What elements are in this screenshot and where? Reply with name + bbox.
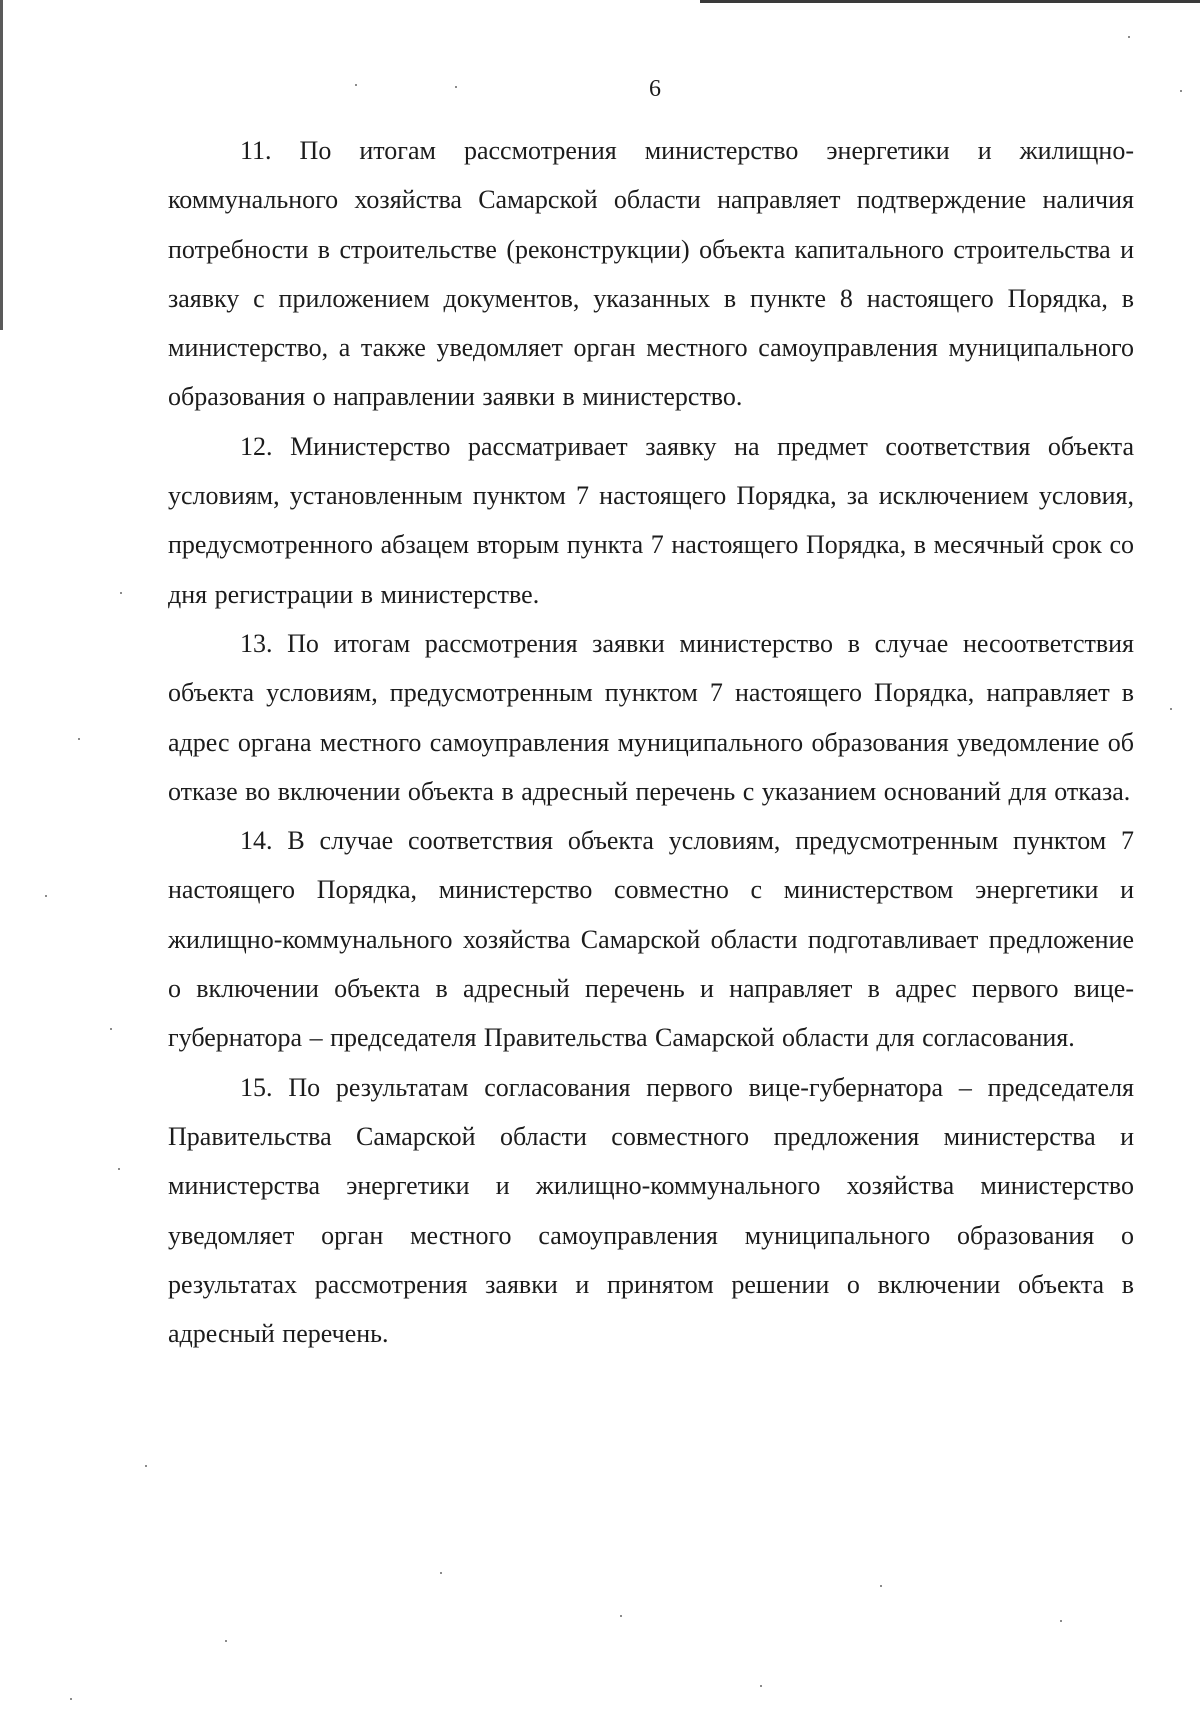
scan-speck (70, 1698, 72, 1700)
scan-speck (1180, 90, 1182, 92)
paragraph-15: 15. По результатам согласования первого вице-губернатора – председателя Правительства Самарской области совместного предложения министерства и министерства энергетики и жилищно-коммунального хозяйства министерство уведомляет орган местного самоуправления муниципального образования о результатах рассмотрения заявки и принятом решении о включении объекта в адресный перечень. (168, 1072, 1134, 1349)
scan-speck (1128, 36, 1130, 38)
scan-speck (440, 1572, 442, 1574)
paragraph-12: 12. Министерство рассматривает заявку на предмет соответствия объекта условиям, установленным пунктом 7 настоящего Порядка, за исключением условия, предусмотренного абзацем вторым пункта 7 настоящего Порядка, в месячный срок со дня регистрации в министерстве. (168, 431, 1134, 609)
scan-edge-left (0, 0, 3, 330)
scan-speck (145, 1465, 147, 1467)
scan-edge-top (700, 0, 1200, 3)
document-body (168, 126, 1134, 1358)
scan-speck (620, 1615, 622, 1617)
paragraph-14: 14. В случае соответствия объекта условиям, предусмотренным пунктом 7 настоящего Порядка, министерство совместно с министерством энергетики и жилищно-коммунального хозяйства Самарской области подготавливает предложение о включении объекта в адресный перечень и направляет в адрес первого вице-губернатора – председателя Правительства Самарской области для согласования. (168, 826, 1134, 1053)
scan-speck (1170, 708, 1172, 710)
scan-speck (110, 1028, 112, 1030)
scan-speck (1060, 1620, 1062, 1622)
scan-speck (355, 84, 357, 86)
page-number: 6 (649, 76, 661, 102)
scan-speck (78, 738, 80, 740)
paragraph-13: 13. По итогам рассмотрения заявки министерство в случае несоответствия объекта условиям, предусмотренным пунктом 7 настоящего Порядка, направляет в адрес органа местного самоуправления муниципального образования уведомление об отказе во включении объекта в адресный перечень с указанием оснований для отказа. (168, 628, 1134, 806)
scan-speck (45, 895, 47, 897)
scan-speck (455, 86, 457, 88)
scan-speck (880, 1585, 882, 1587)
paragraph-11: 11. По итогам рассмотрения министерство энергетики и жилищно-коммунального хозяйства Самарской области направляет подтверждение наличия потребности в строительстве (реконструкции) объекта капитального строительства и заявку с приложением документов, указанных в пункте 8 настоящего Порядка, в министерство, а также уведомляет орган местного самоуправления муниципального образования о направлении заявки в министерство. (168, 136, 1134, 412)
scan-speck (118, 1168, 120, 1170)
scan-speck (120, 592, 122, 594)
scan-speck (225, 1640, 227, 1642)
scan-speck (760, 1685, 762, 1687)
